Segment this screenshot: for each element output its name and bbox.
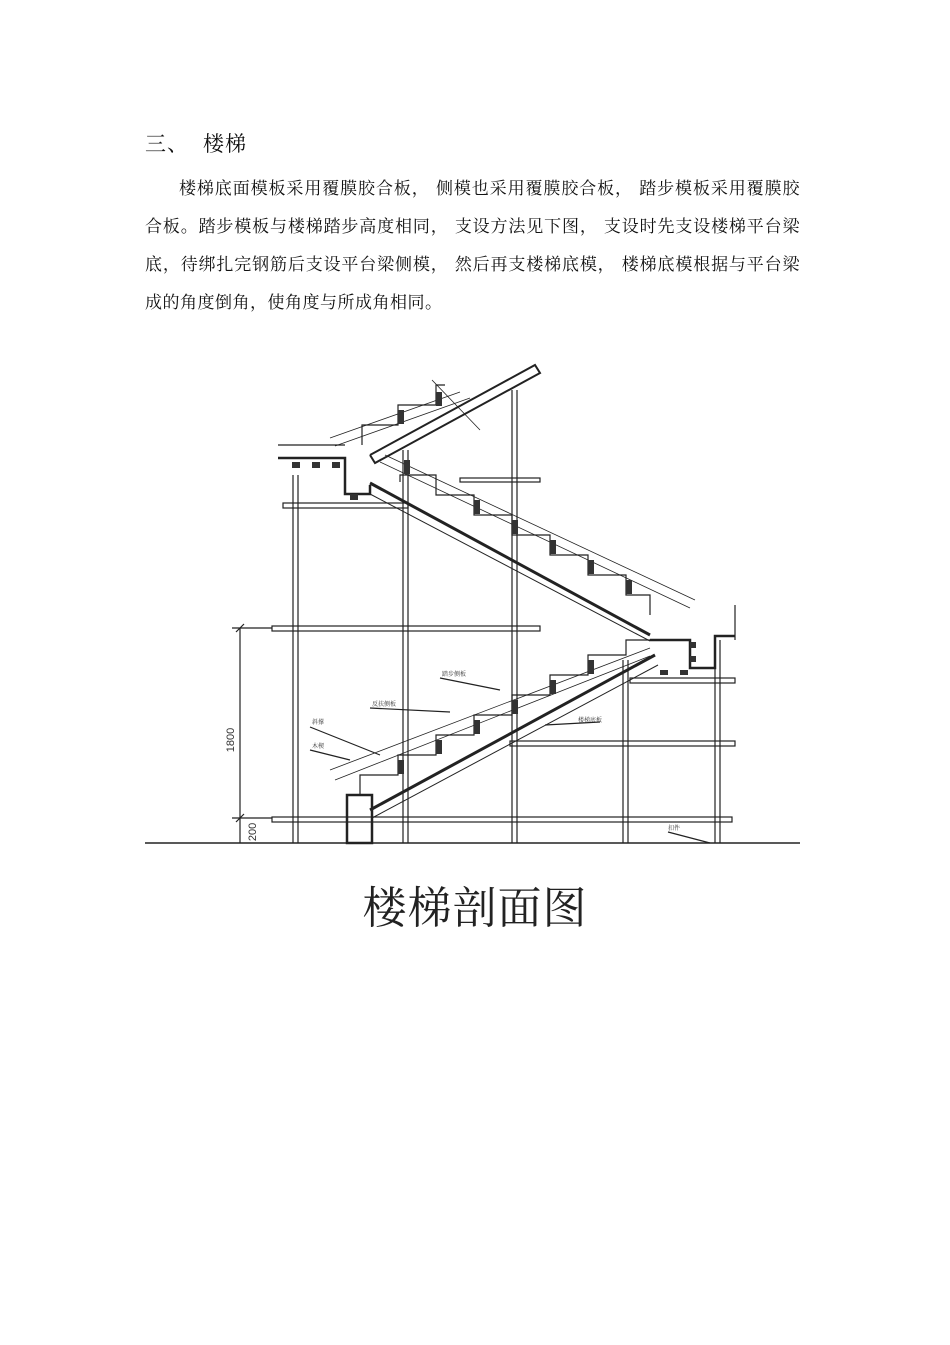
section-heading <box>145 128 247 158</box>
section-title: 楼梯 <box>203 132 247 156</box>
figure-caption: 楼梯剖面图 <box>362 883 588 934</box>
dimension-upper: 1800 <box>225 727 237 753</box>
body-paragraph: 楼梯底面模板采用覆膜胶合板， 侧模也采用覆膜胶合板， 踏步模板采用覆膜胶合板。踏步模板与楼梯踏步高度相同， 支设方法见下图， 支设时先支设楼梯平台梁底，待绑扎完钢筋后支设平台梁侧模， 然后再支楼梯底模， 楼梯底模根据与平台梁成的角度倒角，使角度与所成角相同。 <box>145 179 800 313</box>
label-fastener: 扣件 <box>668 826 681 832</box>
body-paragraph-block <box>145 170 800 322</box>
label-diagonal-brace: 斜撑 <box>312 720 325 726</box>
section-number: 三、 <box>145 132 189 156</box>
label-step-side-board: 踏步侧板 <box>442 672 467 678</box>
label-wood-wedge: 木楔 <box>312 744 325 750</box>
label-reverse-side-board: 反扶侧板 <box>372 702 397 708</box>
label-stair-bottom-board: 楼梯底板 <box>578 718 603 724</box>
dimension-lower: 200 <box>247 822 259 842</box>
stair-section-drawing <box>140 350 810 860</box>
